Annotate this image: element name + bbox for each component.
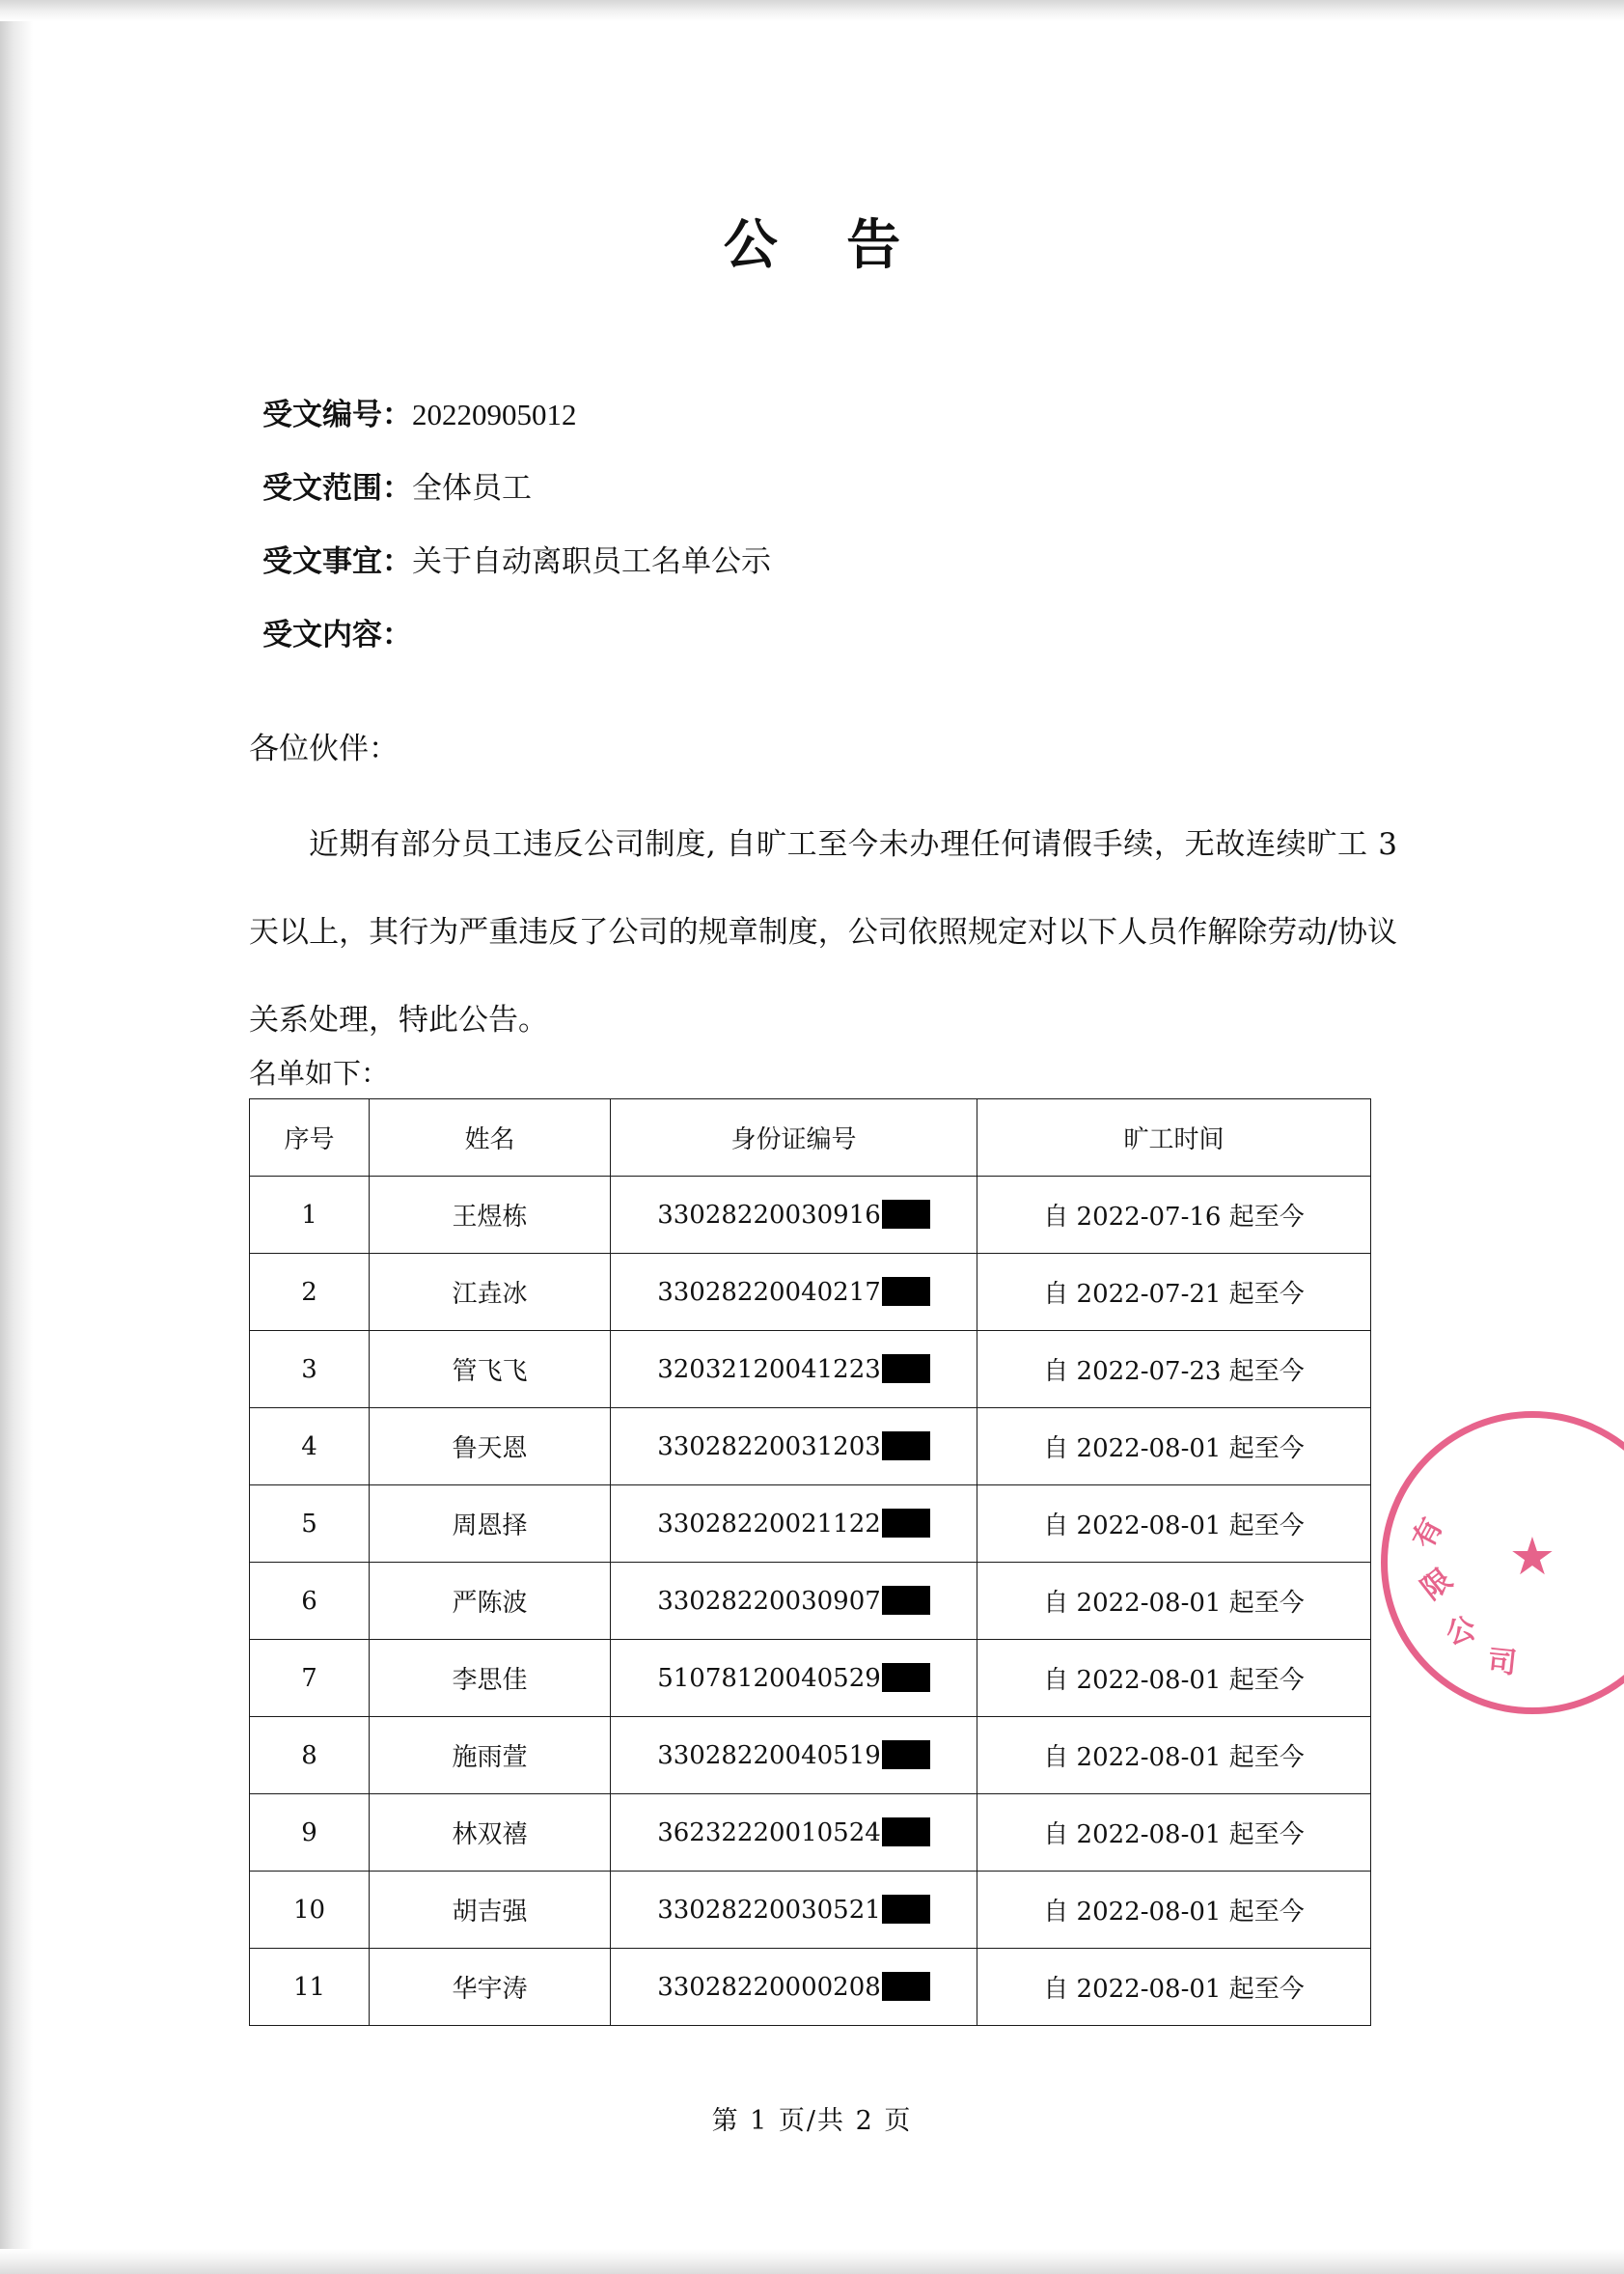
page-footer: 第 1 页/共 2 页	[711, 2106, 913, 2136]
seal-char: 公	[1442, 1611, 1480, 1652]
meta-row-doc-number	[262, 378, 1401, 452]
cell-time: 自 2022-08-01 起至今	[977, 1794, 1371, 1872]
table-header-id: 身份证编号	[611, 1099, 977, 1177]
cell-id	[611, 1949, 977, 2026]
meta-value-subject: 关于自动离职员工名单公示	[412, 544, 771, 579]
table-row	[250, 1563, 1371, 1640]
table-row	[250, 1485, 1371, 1563]
cell-id	[611, 1640, 977, 1717]
company-seal	[1381, 1411, 1624, 1714]
cell-id	[611, 1563, 977, 1640]
cell-time: 自 2022-08-01 起至今	[977, 1717, 1371, 1794]
redaction-bar	[882, 1895, 930, 1924]
seal-char: 司	[1485, 1644, 1519, 1681]
cell-id-text: 33028220030916	[657, 1201, 881, 1230]
cell-name: 李思佳	[370, 1640, 611, 1717]
redaction-bar	[882, 1200, 930, 1229]
cell-id-text: 33028220030907	[657, 1587, 881, 1616]
page-title: 公 告	[723, 213, 926, 277]
table-row	[250, 1794, 1371, 1872]
cell-time: 自 2022-07-21 起至今	[977, 1254, 1371, 1331]
cell-id-text: 36232220010524	[657, 1818, 881, 1847]
body-paragraph: 近期有部分员工违反公司制度, 自旷工至今未办理任何请假手续，无故连续旷工 3 天以上，其行为严重违反了公司的规章制度，公司依照规定对以下人员作解除劳动/协议关系处理，特此公告。	[249, 827, 1397, 1038]
meta-value-doc-number: 20220905012	[412, 398, 577, 431]
cell-seq: 5	[250, 1485, 370, 1563]
cell-time: 自 2022-08-01 起至今	[977, 1640, 1371, 1717]
table-row	[250, 1640, 1371, 1717]
table-header-seq: 序号	[250, 1099, 370, 1177]
cell-time: 自 2022-08-01 起至今	[977, 1563, 1371, 1640]
cell-seq: 9	[250, 1794, 370, 1872]
cell-name: 施雨萱	[370, 1717, 611, 1794]
document-meta	[262, 378, 1401, 672]
cell-name: 严陈波	[370, 1563, 611, 1640]
redaction-bar	[882, 1431, 930, 1460]
meta-row-content	[262, 598, 1401, 672]
redaction-bar	[882, 1972, 930, 2001]
cell-name: 胡吉强	[370, 1872, 611, 1949]
cell-id	[611, 1177, 977, 1254]
table-body	[250, 1177, 1371, 2026]
meta-row-subject	[262, 525, 1401, 598]
cell-seq: 2	[250, 1254, 370, 1331]
cell-time: 自 2022-07-16 起至今	[977, 1177, 1371, 1254]
cell-id-text: 33028220030521	[657, 1896, 881, 1925]
cell-id-text: 33028220040217	[657, 1278, 881, 1307]
meta-value-scope: 全体员工	[412, 471, 532, 506]
table-row	[250, 1331, 1371, 1408]
table-row	[250, 1872, 1371, 1949]
cell-name: 林双禧	[370, 1794, 611, 1872]
cell-seq: 10	[250, 1872, 370, 1949]
table-header-time: 旷工时间	[977, 1099, 1371, 1177]
meta-row-scope	[262, 452, 1401, 525]
cell-seq: 3	[250, 1331, 370, 1408]
seal-inner-ring	[1401, 1431, 1624, 1694]
table-row	[250, 1408, 1371, 1485]
salutation: 各位伙伴：	[249, 732, 399, 766]
cell-name: 鲁天恩	[370, 1408, 611, 1485]
employee-table	[249, 1098, 1371, 2026]
cell-id-text: 32032120041223	[657, 1355, 881, 1384]
cell-id	[611, 1408, 977, 1485]
redaction-bar	[882, 1586, 930, 1615]
cell-seq: 1	[250, 1177, 370, 1254]
redaction-bar	[882, 1817, 930, 1846]
cell-id	[611, 1485, 977, 1563]
cell-id	[611, 1254, 977, 1331]
cell-id	[611, 1872, 977, 1949]
cell-seq: 7	[250, 1640, 370, 1717]
cell-time: 自 2022-08-01 起至今	[977, 1872, 1371, 1949]
cell-id-text: 51078120040529	[657, 1664, 881, 1693]
cell-id	[611, 1794, 977, 1872]
cell-seq: 11	[250, 1949, 370, 2026]
cell-time: 自 2022-08-01 起至今	[977, 1949, 1371, 2026]
table-row	[250, 1177, 1371, 1254]
cell-name: 华宇涛	[370, 1949, 611, 2026]
cell-id-text: 33028220000208	[657, 1973, 881, 2002]
table-row	[250, 1717, 1371, 1794]
table-header-name: 姓名	[370, 1099, 611, 1177]
cell-name: 江垚冰	[370, 1254, 611, 1331]
redaction-bar	[882, 1354, 930, 1383]
cell-seq: 8	[250, 1717, 370, 1794]
cell-seq: 6	[250, 1563, 370, 1640]
table-row	[250, 1254, 1371, 1331]
meta-label-subject: 受文事宜：	[262, 544, 412, 579]
meta-label-scope: 受文范围：	[262, 471, 412, 506]
meta-label-content: 受文内容：	[262, 618, 412, 652]
seal-char: 有	[1406, 1512, 1450, 1555]
cell-time: 自 2022-07-23 起至今	[977, 1331, 1371, 1408]
cell-id	[611, 1331, 977, 1408]
cell-time: 自 2022-08-01 起至今	[977, 1408, 1371, 1485]
redaction-bar	[882, 1740, 930, 1769]
cell-id	[611, 1717, 977, 1794]
cell-seq: 4	[250, 1408, 370, 1485]
seal-text	[1388, 1418, 1624, 1707]
cell-time: 自 2022-08-01 起至今	[977, 1485, 1371, 1563]
cell-name: 周恩择	[370, 1485, 611, 1563]
redaction-bar	[882, 1277, 930, 1306]
seal-star-icon: ★	[1508, 1528, 1556, 1586]
redaction-bar	[882, 1663, 930, 1692]
cell-id-text: 33028220031203	[657, 1432, 881, 1461]
meta-label-doc-number: 受文编号：	[262, 398, 412, 432]
cell-id-text: 33028220040519	[657, 1741, 881, 1770]
cell-name: 王煜栋	[370, 1177, 611, 1254]
table-header-row	[250, 1099, 1371, 1177]
cell-name: 管飞飞	[370, 1331, 611, 1408]
table-row	[250, 1949, 1371, 2026]
seal-char: 限	[1415, 1562, 1459, 1607]
cell-id-text: 33028220021122	[657, 1510, 881, 1539]
list-intro: 名单如下：	[249, 1057, 390, 1090]
redaction-bar	[882, 1509, 930, 1538]
